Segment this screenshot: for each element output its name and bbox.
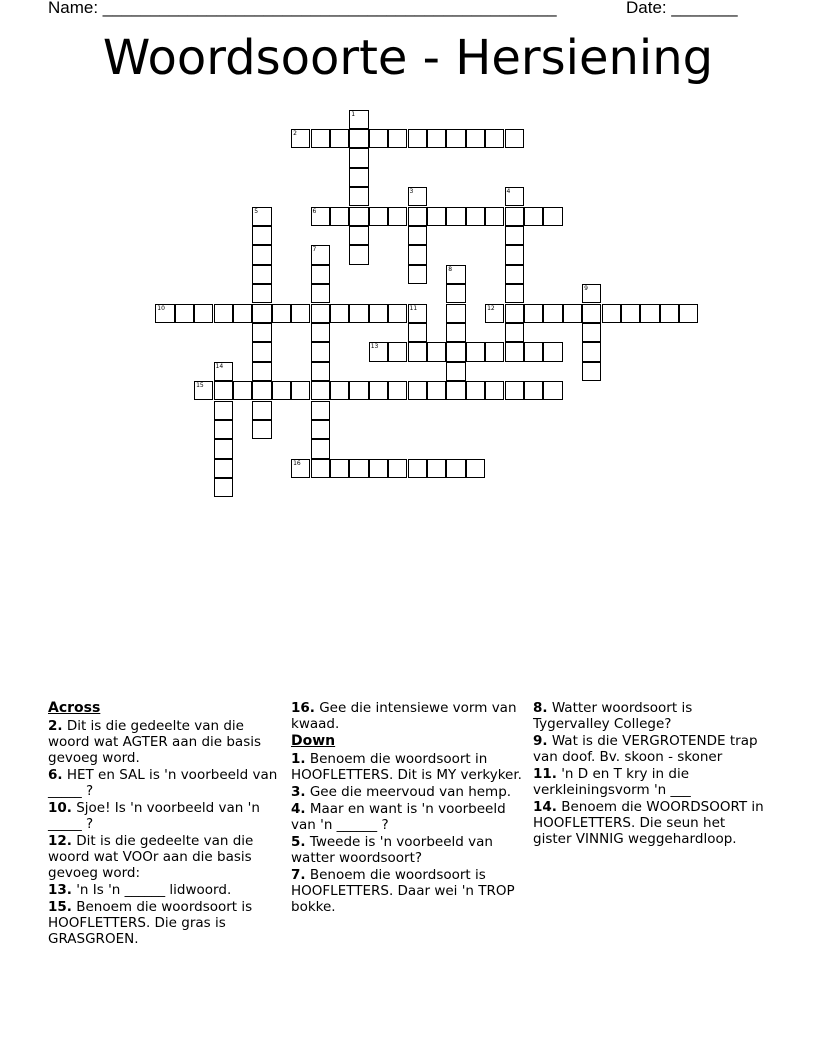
grid-cell[interactable] bbox=[505, 381, 524, 400]
clue-item-text: Dit is die gedeelte van die woord wat VOOr aan die basis gevoeg word: bbox=[48, 833, 254, 881]
grid-cell[interactable] bbox=[311, 420, 330, 439]
grid-cell[interactable] bbox=[446, 459, 465, 478]
grid-cell[interactable] bbox=[427, 129, 446, 148]
clue-number: 2 bbox=[293, 129, 297, 137]
clue-item-text: Sjoe! Is 'n voorbeeld van 'n _____ ? bbox=[48, 800, 260, 832]
grid-cell[interactable] bbox=[446, 207, 465, 226]
grid-cell[interactable] bbox=[311, 284, 330, 303]
grid-cell[interactable] bbox=[233, 304, 252, 323]
name-field-label: Name: ________________________________________________ bbox=[48, 0, 557, 17]
grid-cell[interactable] bbox=[272, 381, 291, 400]
grid-cell[interactable] bbox=[582, 284, 601, 303]
clue-number: 8 bbox=[448, 265, 453, 273]
grid-cell[interactable] bbox=[252, 284, 271, 303]
clue-item-number: 4. bbox=[291, 801, 306, 817]
page-title: Woordsoorte - Hersiening bbox=[102, 30, 714, 86]
grid-cell[interactable] bbox=[349, 148, 368, 167]
grid-cell[interactable] bbox=[349, 245, 368, 264]
grid-cell[interactable] bbox=[505, 342, 524, 361]
grid-cell[interactable] bbox=[485, 207, 504, 226]
grid-cell[interactable] bbox=[349, 459, 368, 478]
grid-cell[interactable] bbox=[505, 265, 524, 284]
grid-cell[interactable] bbox=[466, 459, 485, 478]
grid-cell[interactable] bbox=[252, 226, 271, 245]
grid-cell[interactable] bbox=[252, 304, 271, 323]
clue-number: 1 bbox=[351, 110, 356, 118]
grid-cell[interactable] bbox=[291, 304, 310, 323]
grid-cell[interactable] bbox=[330, 381, 349, 400]
grid-cell[interactable] bbox=[272, 304, 291, 323]
grid-cell[interactable] bbox=[427, 459, 446, 478]
grid-cell[interactable] bbox=[505, 245, 524, 264]
clue-item bbox=[291, 834, 523, 866]
grid-cell[interactable] bbox=[388, 129, 407, 148]
clue-number: 12 bbox=[487, 304, 495, 312]
grid-cell[interactable] bbox=[155, 304, 174, 323]
grid-cell[interactable] bbox=[408, 323, 427, 342]
grid-cell[interactable] bbox=[388, 207, 407, 226]
grid-cell[interactable] bbox=[311, 401, 330, 420]
clues-column-2 bbox=[291, 700, 523, 916]
grid-cell[interactable] bbox=[466, 342, 485, 361]
grid-cell[interactable] bbox=[252, 265, 271, 284]
grid-cell[interactable] bbox=[582, 323, 601, 342]
grid-cell[interactable] bbox=[524, 342, 543, 361]
grid-cell[interactable] bbox=[194, 304, 213, 323]
clue-number: 16 bbox=[293, 459, 301, 467]
clue-item bbox=[48, 833, 280, 881]
grid-cell[interactable] bbox=[194, 381, 213, 400]
grid-cell[interactable] bbox=[330, 459, 349, 478]
clue-item bbox=[291, 867, 523, 915]
grid-cell[interactable] bbox=[252, 207, 271, 226]
grid-cell[interactable] bbox=[214, 439, 233, 458]
grid-cell[interactable] bbox=[446, 265, 465, 284]
clue-item-number: 14. bbox=[533, 799, 557, 815]
grid-cell[interactable] bbox=[349, 168, 368, 187]
grid-cell[interactable] bbox=[446, 362, 465, 381]
grid-cell[interactable] bbox=[311, 459, 330, 478]
grid-cell[interactable] bbox=[311, 129, 330, 148]
grid-cell[interactable] bbox=[408, 459, 427, 478]
clue-item-text: Wat is die VERGROTENDE trap van doof. Bv. skoon - skoner bbox=[533, 733, 758, 765]
clue-item-number: 8. bbox=[533, 700, 548, 716]
grid-cell[interactable] bbox=[408, 304, 427, 323]
grid-cell[interactable] bbox=[679, 304, 698, 323]
clue-number: 9 bbox=[584, 285, 588, 293]
grid-cell[interactable] bbox=[349, 187, 368, 206]
grid-cell[interactable] bbox=[446, 129, 465, 148]
grid-cell[interactable] bbox=[311, 439, 330, 458]
grid-cell[interactable] bbox=[427, 342, 446, 361]
grid-cell[interactable] bbox=[349, 304, 368, 323]
grid-cell[interactable] bbox=[543, 304, 562, 323]
grid-cell[interactable] bbox=[485, 304, 504, 323]
grid-cell[interactable] bbox=[446, 323, 465, 342]
clue-number: 4 bbox=[506, 188, 511, 196]
grid-cell[interactable] bbox=[408, 187, 427, 206]
clues-column-3 bbox=[533, 700, 765, 848]
grid-cell[interactable] bbox=[252, 381, 271, 400]
grid-cell[interactable] bbox=[602, 304, 621, 323]
grid-cell[interactable] bbox=[388, 459, 407, 478]
clue-number: 7 bbox=[312, 246, 317, 254]
clue-item-text: Benoem die woordsoort is HOOFLETTERS. Die gras is GRASGROEN. bbox=[48, 899, 253, 947]
grid-cell[interactable] bbox=[446, 304, 465, 323]
grid-cell[interactable] bbox=[214, 304, 233, 323]
grid-cell[interactable] bbox=[543, 381, 562, 400]
grid-cell[interactable] bbox=[175, 304, 194, 323]
clue-item bbox=[533, 799, 765, 847]
date-field-label: Date: _______ bbox=[626, 0, 738, 17]
grid-cell[interactable] bbox=[524, 207, 543, 226]
grid-cell[interactable] bbox=[388, 381, 407, 400]
grid-cell[interactable] bbox=[369, 304, 388, 323]
grid-cell[interactable] bbox=[485, 342, 504, 361]
clue-item bbox=[48, 718, 280, 766]
clue-item-number: 1. bbox=[291, 751, 306, 767]
clue-item-text: Watter woordsoort is Tygervalley College? bbox=[533, 700, 693, 732]
grid-cell[interactable] bbox=[640, 304, 659, 323]
clue-item bbox=[48, 899, 280, 947]
grid-cell[interactable] bbox=[233, 381, 252, 400]
grid-cell[interactable] bbox=[311, 245, 330, 264]
grid-cell[interactable] bbox=[349, 110, 368, 129]
grid-cell[interactable] bbox=[408, 381, 427, 400]
grid-cell[interactable] bbox=[408, 226, 427, 245]
clue-number: 5 bbox=[254, 207, 259, 215]
grid-cell[interactable] bbox=[582, 362, 601, 381]
clue-item-text: Benoem die woordsoort is HOOFLETTERS. Daar wei 'n TROP bokke. bbox=[291, 867, 515, 915]
grid-cell[interactable] bbox=[252, 362, 271, 381]
grid-cell[interactable] bbox=[388, 304, 407, 323]
grid-cell[interactable] bbox=[446, 284, 465, 303]
grid-cell[interactable] bbox=[621, 304, 640, 323]
grid-cell[interactable] bbox=[427, 207, 446, 226]
clue-item-number: 7. bbox=[291, 867, 306, 883]
grid-cell[interactable] bbox=[252, 401, 271, 420]
grid-cell[interactable] bbox=[524, 304, 543, 323]
grid-cell[interactable] bbox=[252, 342, 271, 361]
grid-cell[interactable] bbox=[446, 342, 465, 361]
clues-column-1 bbox=[48, 700, 280, 948]
clue-item-text: Tweede is 'n voorbeeld van watter woordsoort? bbox=[291, 834, 493, 866]
grid-cell[interactable] bbox=[388, 342, 407, 361]
clue-item-text: Dit is die gedeelte van die woord wat AGTER aan die basis gevoeg word. bbox=[48, 718, 262, 766]
grid-cell[interactable] bbox=[311, 207, 330, 226]
clue-number: 13 bbox=[370, 343, 379, 351]
grid-cell[interactable] bbox=[485, 129, 504, 148]
grid-cell[interactable] bbox=[563, 304, 582, 323]
grid-cell[interactable] bbox=[369, 381, 388, 400]
grid-cell[interactable] bbox=[349, 129, 368, 148]
clue-item bbox=[533, 700, 765, 732]
grid-cell[interactable] bbox=[466, 207, 485, 226]
clue-item bbox=[291, 784, 523, 800]
grid-cell[interactable] bbox=[311, 304, 330, 323]
grid-cell[interactable] bbox=[408, 129, 427, 148]
down-heading: Down bbox=[291, 733, 336, 749]
clue-item-number: 2. bbox=[48, 718, 63, 734]
grid-cell[interactable] bbox=[214, 420, 233, 439]
grid-cell[interactable] bbox=[214, 401, 233, 420]
clue-item-text: Maar en want is 'n voorbeeld van 'n ______ ? bbox=[291, 801, 506, 833]
clue-item-number: 12. bbox=[48, 833, 72, 849]
clue-item bbox=[291, 700, 523, 732]
clue-item-number: 11. bbox=[533, 766, 557, 782]
grid-cell[interactable] bbox=[369, 129, 388, 148]
clue-item-text: Gee die meervoud van hemp. bbox=[305, 784, 512, 800]
clue-item-number: 3. bbox=[291, 784, 306, 800]
grid-cell[interactable] bbox=[369, 207, 388, 226]
across-heading: Across bbox=[48, 700, 101, 716]
clue-item-number: 5. bbox=[291, 834, 306, 850]
grid-cell[interactable] bbox=[311, 265, 330, 284]
clue-item bbox=[533, 733, 765, 765]
grid-cell[interactable] bbox=[660, 304, 679, 323]
grid-cell[interactable] bbox=[291, 459, 310, 478]
grid-cell[interactable] bbox=[349, 226, 368, 245]
clue-item-text: 'n Is 'n ______ lidwoord. bbox=[71, 882, 232, 898]
clue-item bbox=[48, 882, 280, 898]
clue-item bbox=[291, 801, 523, 833]
grid-cell[interactable] bbox=[505, 187, 524, 206]
grid-cell[interactable] bbox=[349, 207, 368, 226]
clue-item-number: 9. bbox=[533, 733, 548, 749]
grid-cell[interactable] bbox=[408, 265, 427, 284]
grid-cell[interactable] bbox=[330, 129, 349, 148]
grid-cell[interactable] bbox=[582, 342, 601, 361]
grid-cell[interactable] bbox=[349, 381, 368, 400]
grid-cell[interactable] bbox=[408, 245, 427, 264]
grid-cell[interactable] bbox=[369, 459, 388, 478]
grid-cell[interactable] bbox=[427, 381, 446, 400]
grid-cell[interactable] bbox=[505, 323, 524, 342]
clue-item-text: Benoem die WOORDSOORT in HOOFLETTERS. Die seun het gister VINNIG weggehardloop. bbox=[533, 799, 764, 847]
grid-cell[interactable] bbox=[214, 362, 233, 381]
crossword-grid bbox=[0, 0, 816, 520]
grid-cell[interactable] bbox=[505, 129, 524, 148]
grid-cell[interactable] bbox=[252, 245, 271, 264]
clue-item-number: 15. bbox=[48, 899, 72, 915]
clue-item-number: 6. bbox=[48, 767, 63, 783]
grid-cell[interactable] bbox=[408, 342, 427, 361]
grid-cell[interactable] bbox=[524, 381, 543, 400]
clue-item-text: 'n D en T kry in die verkleiningsvorm 'n ___ bbox=[533, 766, 691, 798]
clue-number: 6 bbox=[312, 207, 317, 215]
clue-item bbox=[48, 767, 280, 799]
clue-number: 11 bbox=[409, 304, 418, 312]
clue-item bbox=[48, 800, 280, 832]
grid-cell[interactable] bbox=[543, 342, 562, 361]
grid-cell[interactable] bbox=[291, 129, 310, 148]
grid-cell[interactable] bbox=[408, 207, 427, 226]
grid-cell[interactable] bbox=[311, 362, 330, 381]
clue-number: 3 bbox=[409, 188, 414, 196]
grid-cell[interactable] bbox=[311, 381, 330, 400]
grid-cell[interactable] bbox=[311, 342, 330, 361]
clue-number: 15 bbox=[196, 382, 204, 390]
grid-cell[interactable] bbox=[291, 381, 310, 400]
grid-cell[interactable] bbox=[330, 304, 349, 323]
grid-cell[interactable] bbox=[446, 381, 465, 400]
grid-cell[interactable] bbox=[485, 381, 504, 400]
grid-cell[interactable] bbox=[214, 478, 233, 497]
clue-item-text: Gee die intensiewe vorm van kwaad. bbox=[291, 700, 517, 732]
grid-cell[interactable] bbox=[466, 381, 485, 400]
grid-cell[interactable] bbox=[505, 226, 524, 245]
clue-item-text: Benoem die woordsoort in HOOFLETTERS. Dit is MY verkyker. bbox=[291, 751, 522, 783]
grid-cell[interactable] bbox=[582, 304, 601, 323]
grid-cell[interactable] bbox=[252, 420, 271, 439]
grid-cell[interactable] bbox=[214, 459, 233, 478]
clue-number: 14 bbox=[215, 362, 224, 370]
clue-item bbox=[291, 751, 523, 783]
grid-cell[interactable] bbox=[466, 129, 485, 148]
clue-number: 10 bbox=[157, 304, 165, 312]
clue-item-number: 10. bbox=[48, 800, 72, 816]
clue-item-number: 16. bbox=[291, 700, 315, 716]
grid-cell[interactable] bbox=[505, 304, 524, 323]
clue-item bbox=[533, 766, 765, 798]
grid-cell[interactable] bbox=[330, 207, 349, 226]
clue-item-number: 13. bbox=[48, 882, 72, 898]
grid-cell[interactable] bbox=[311, 323, 330, 342]
grid-cell[interactable] bbox=[214, 381, 233, 400]
grid-cell[interactable] bbox=[543, 207, 562, 226]
grid-cell[interactable] bbox=[505, 284, 524, 303]
clue-item-text: HET en SAL is 'n voorbeeld van _____ ? bbox=[48, 767, 278, 799]
grid-cell[interactable] bbox=[252, 323, 271, 342]
grid-cell[interactable] bbox=[369, 342, 388, 361]
grid-cell[interactable] bbox=[505, 207, 524, 226]
